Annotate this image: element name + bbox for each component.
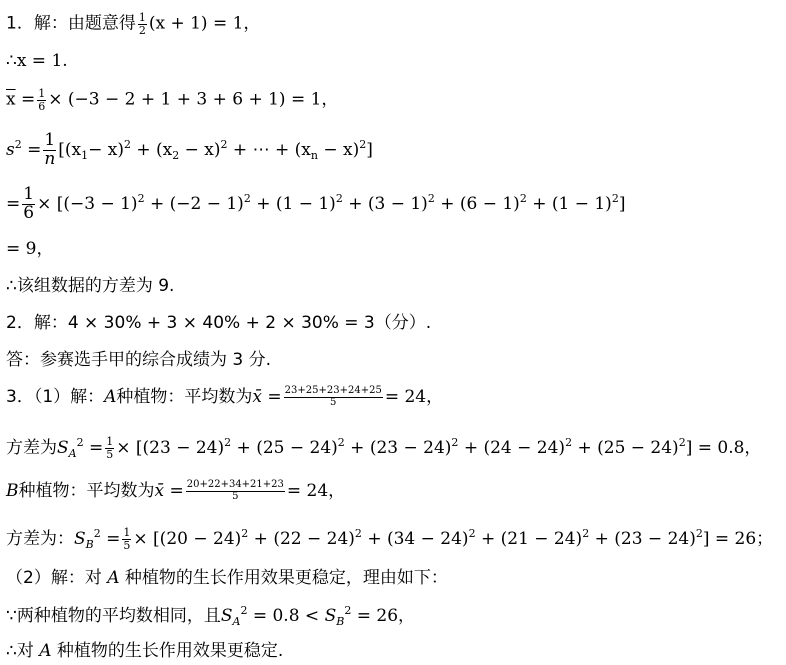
solution-3-b-variance: 方差为：$S_B^2$ = $\frac{1}{5}$ × $[(20 - 24)^2 + (22 - 24)^2 + (34 - 24)^2 + (21 - 24)^2 + (23 - 24)^2] = 26$； <box>6 526 774 552</box>
solution-3-b-mean: B种植物：平均数为x̄ = $\frac{20+22+34+21+23}{5}$ = 24， <box>6 479 346 502</box>
solution-1-conclusion: ∴该组数据的方差为 9. <box>6 276 175 296</box>
solution-3-a-mean: 3．（1）解：A种植物：平均数为x̄ = $\frac{23+25+23+24+25}{5}$ = 24， <box>6 385 444 408</box>
solution-1-result: = 9， <box>6 239 54 259</box>
solution-1-variance-formula: $s^2$ = $\frac{1}{n}$ [$(x_1- x)^2 + (x_2 - x)^2$ + ⋯ + $(x_n - x)^2$] <box>6 130 373 169</box>
fraction-half: $\frac{1}{2}$ <box>138 11 146 37</box>
solution-3-2-heading: （2）解：对 A 种植物的生长作用效果更稳定，理由如下： <box>6 568 448 588</box>
solution-3-2-conclusion: ∴对 A 种植物的生长作用效果更稳定. <box>6 641 284 661</box>
solution-2-heading: 2．解：4 × 30% + 3 × 40% + 2 × 30% = 3（分）. <box>6 313 432 333</box>
solution-3-2-reason: ∵两种植物的平均数相同，且$S_A^2 = 0.8 < S_B^2 = 26$， <box>6 604 416 628</box>
solution-1-mean: $\overline{x}$ = $\frac{1}{6}$ × (−3 − 2 + 1 + 3 + 6 + 1) = 1， <box>6 87 339 113</box>
solution-3-a-variance: 方差为$S_A^2$ = $\frac{1}{5}$ × $[(23 - 24)^2 + (25 - 24)^2 + (23 - 24)^2 + (24 - 24)^2 + (25 - 24)^2] = 0.8$， <box>6 435 762 461</box>
solution-1-variance-calc: = $\frac{1}{6}$ × $[(-3 - 1)^2 + (-2 - 1)^2 + (1 - 1)^2 + (3 - 1)^2 + (6 - 1)^2 + (1 - 1)^2]$ <box>6 184 626 223</box>
solution-1-heading: 1．解：由题意得 $\frac{1}{2}$ (x + 1) = 1， <box>6 11 261 37</box>
solution-2-answer: 答：参赛选手甲的综合成绩为 3 分. <box>6 350 272 370</box>
solution-1-x-value: ∴x = 1. <box>6 51 68 71</box>
